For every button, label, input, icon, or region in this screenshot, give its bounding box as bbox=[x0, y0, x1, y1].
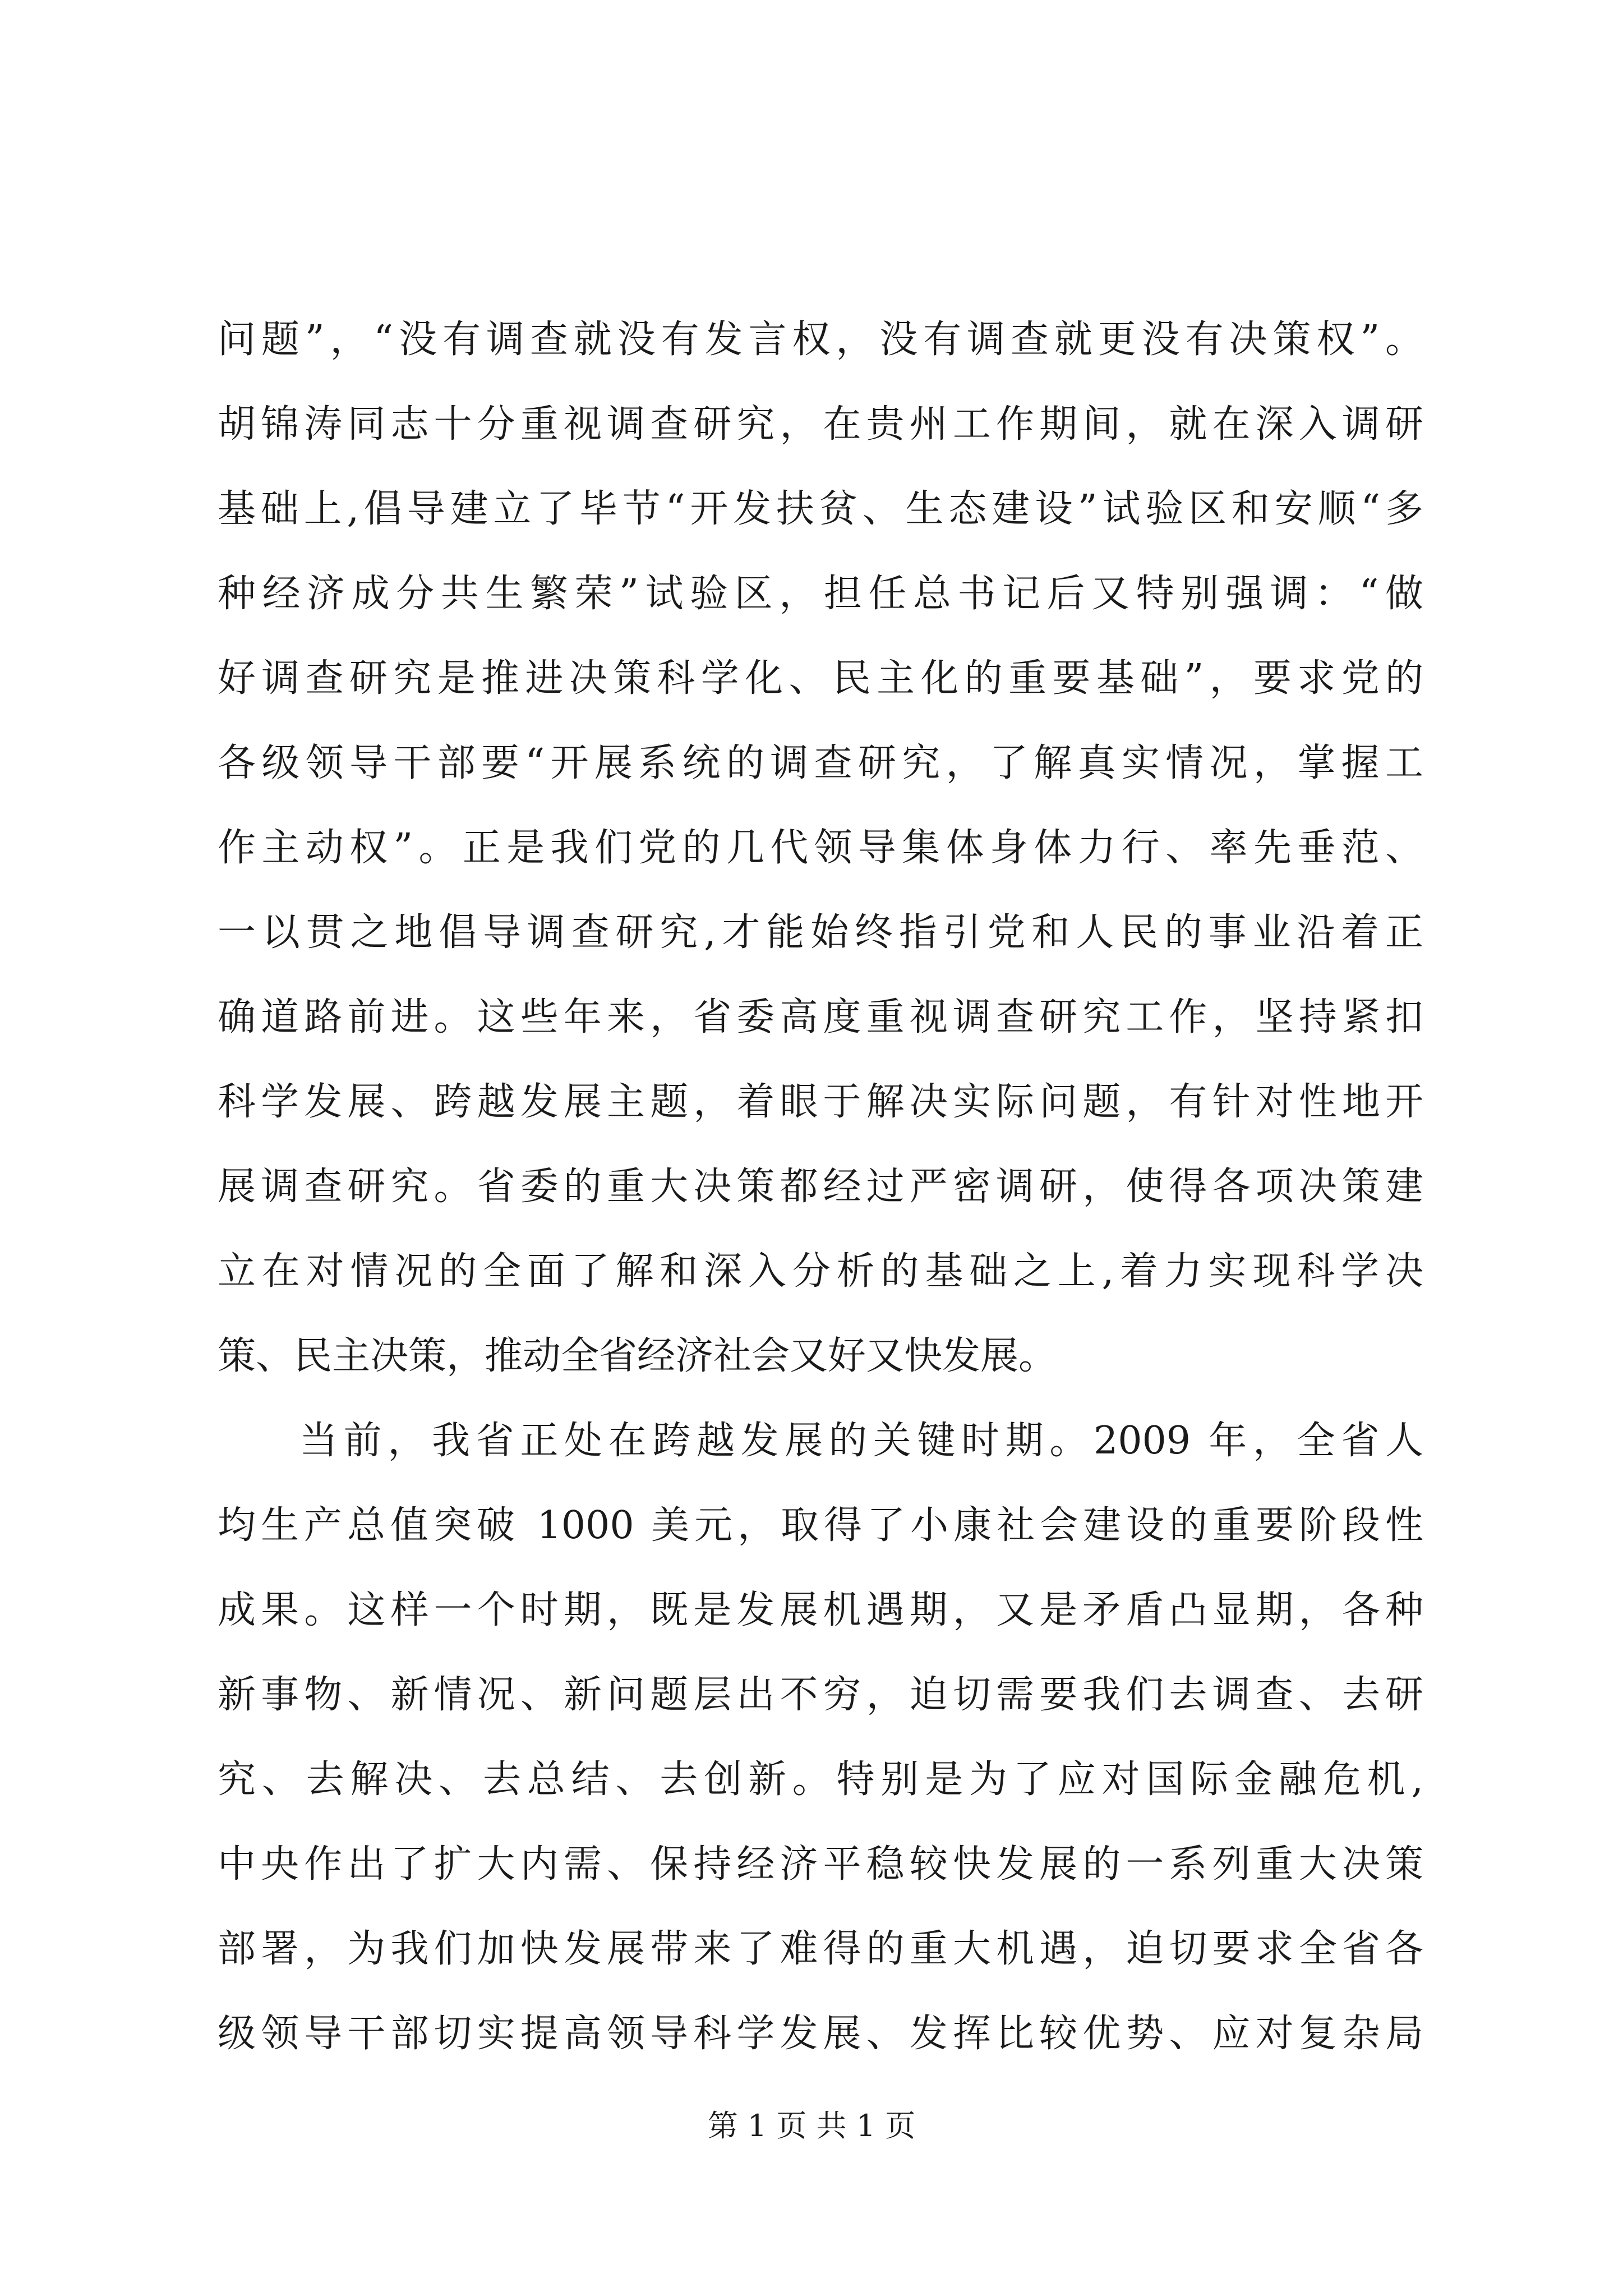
text-line: 立在对情况的全面了解和深入分析的基础之上,着力实现科学决 bbox=[218, 1249, 1423, 1294]
text-line: 好调查研究是推进决策科学化、民主化的重要基础”，要求党的 bbox=[218, 656, 1423, 701]
text-line: 问题”，“没有调查就没有发言权，没有调查就更没有决策权”。 bbox=[218, 318, 1423, 362]
paragraph-first-line: 当前，我省正处在跨越发展的关键时期。2009 年，全省人 bbox=[299, 1419, 1423, 1463]
text-line: 作主动权”。正是我们党的几代领导集体身体力行、率先垂范、 bbox=[218, 826, 1423, 870]
text-line: 策、民主决策，推动全省经济社会又好又快发展。 bbox=[218, 1334, 1057, 1378]
text-line: 胡锦涛同志十分重视调查研究，在贵州工作期间，就在深入调研 bbox=[218, 402, 1423, 447]
body-text bbox=[218, 297, 1423, 2076]
text-line: 展调查研究。省委的重大决策都经过严密调研，使得各项决策建 bbox=[218, 1165, 1423, 1209]
text-line: 基础上,倡导建立了毕节“开发扶贫、生态建设”试验区和安顺“多 bbox=[218, 487, 1423, 531]
text-line: 种经济成分共生繁荣”试验区，担任总书记后又特别强调：“做 bbox=[218, 572, 1423, 616]
text-line: 一以贯之地倡导调查研究,才能始终指引党和人民的事业沿着正 bbox=[218, 910, 1423, 955]
text-line: 究、去解决、去总结、去创新。特别是为了应对国际金融危机, bbox=[218, 1757, 1423, 1802]
page-number-footer: 第 1 页 共 1 页 bbox=[707, 2108, 916, 2143]
text-line: 均生产总值突破 1000 美元，取得了小康社会建设的重要阶段性 bbox=[218, 1503, 1423, 1548]
text-line: 级领导干部切实提高领导科学发展、发挥比较优势、应对复杂局 bbox=[218, 2012, 1423, 2056]
text-line: 科学发展、跨越发展主题，着眼于解决实际问题，有针对性地开 bbox=[218, 1080, 1423, 1124]
text-line: 部署，为我们加快发展带来了难得的重大机遇，迫切要求全省各 bbox=[218, 1927, 1423, 1971]
text-line: 新事物、新情况、新问题层出不穷，迫切需要我们去调查、去研 bbox=[218, 1673, 1423, 1717]
text-line: 成果。这样一个时期，既是发展机遇期，又是矛盾凸显期，各种 bbox=[218, 1588, 1423, 1632]
text-line: 各级领导干部要“开展系统的调查研究，了解真实情况，掌握工 bbox=[218, 741, 1423, 785]
text-line: 确道路前进。这些年来，省委高度重视调查研究工作，坚持紧扣 bbox=[218, 995, 1423, 1039]
text-line: 中央作出了扩大内需、保持经济平稳较快发展的一系列重大决策 bbox=[218, 1842, 1423, 1887]
